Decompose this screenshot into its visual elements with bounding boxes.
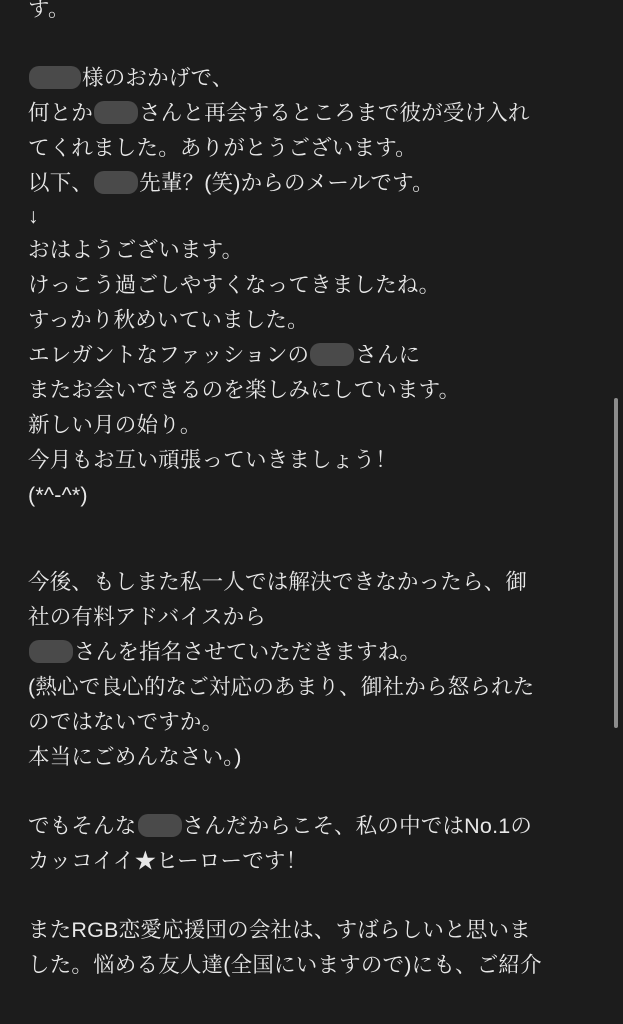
redaction-block [310, 343, 354, 366]
text-segment: 何とか [28, 101, 94, 125]
text-line [28, 635, 595, 670]
text-line: 新しい月の始り。 [28, 413, 202, 437]
text-line: カッコイイ★ヒーローです！ [28, 849, 308, 873]
paragraph-spacer [28, 27, 595, 61]
redaction-block [94, 101, 138, 124]
down-arrow-glyph: ↓ [28, 205, 39, 228]
text-line: した。悩める友人達(全国にいますので)にも、ご紹介 [28, 953, 542, 977]
redaction-block [94, 171, 138, 194]
text-line: 本当にごめんなさい。) [28, 745, 242, 769]
text-line: おはようございます。 [28, 238, 244, 262]
text-line [28, 338, 595, 373]
vertical-scrollbar[interactable] [614, 398, 618, 728]
redaction-block [138, 814, 182, 837]
text-line: (熱心で良心的なご対応のあまり、御社から怒られた [28, 675, 535, 699]
text-line: またRGB恋愛応援団の会社は、すばらしいと思いま [28, 918, 531, 942]
text-line [28, 61, 595, 96]
text-line: またお会いできるのを楽しみにしています。 [28, 378, 461, 402]
text-line: (*^‐^*) [28, 483, 88, 507]
text-line: 社の有料アドバイスから [28, 605, 267, 629]
text-line: けっこう過ごしやすくなってきましたね。 [28, 273, 441, 297]
text-line: 今後、もしまた私一人では解決できなかったら、御 [28, 570, 528, 594]
text-segment: さんを指名させていただきますね。 [74, 640, 422, 664]
paragraph-spacer [28, 879, 595, 913]
text-segment: 様のおかげで、 [82, 66, 234, 90]
text-line [28, 166, 595, 201]
text-segment: さんだからこそ、私の中ではNo.1の [182, 814, 533, 838]
text-segment: 先輩？(笑)からのメールです。 [139, 171, 434, 195]
text-line: てくれました。ありがとうございます。 [28, 136, 417, 160]
paragraph-spacer [28, 513, 595, 565]
text-line: 今月もお互い頑張っていきましょう！ [28, 448, 397, 472]
text-segment: さんと再会するところまで彼が受け入れ [139, 101, 530, 125]
text-line: すっかり秋めいていました。 [28, 308, 309, 332]
text-segment: でもそんな [28, 814, 137, 838]
text-segment: さんに [355, 343, 421, 367]
text-segment: 以下、 [28, 171, 94, 195]
text-segment: エレガントなファッションの [28, 343, 310, 367]
paragraph-spacer [28, 775, 595, 809]
text-line: のではないですか。 [28, 710, 224, 734]
text-line: す。 [28, 0, 70, 21]
text-line [28, 809, 595, 844]
redaction-block [29, 66, 81, 89]
text-line [28, 96, 595, 131]
redaction-block [29, 640, 73, 663]
